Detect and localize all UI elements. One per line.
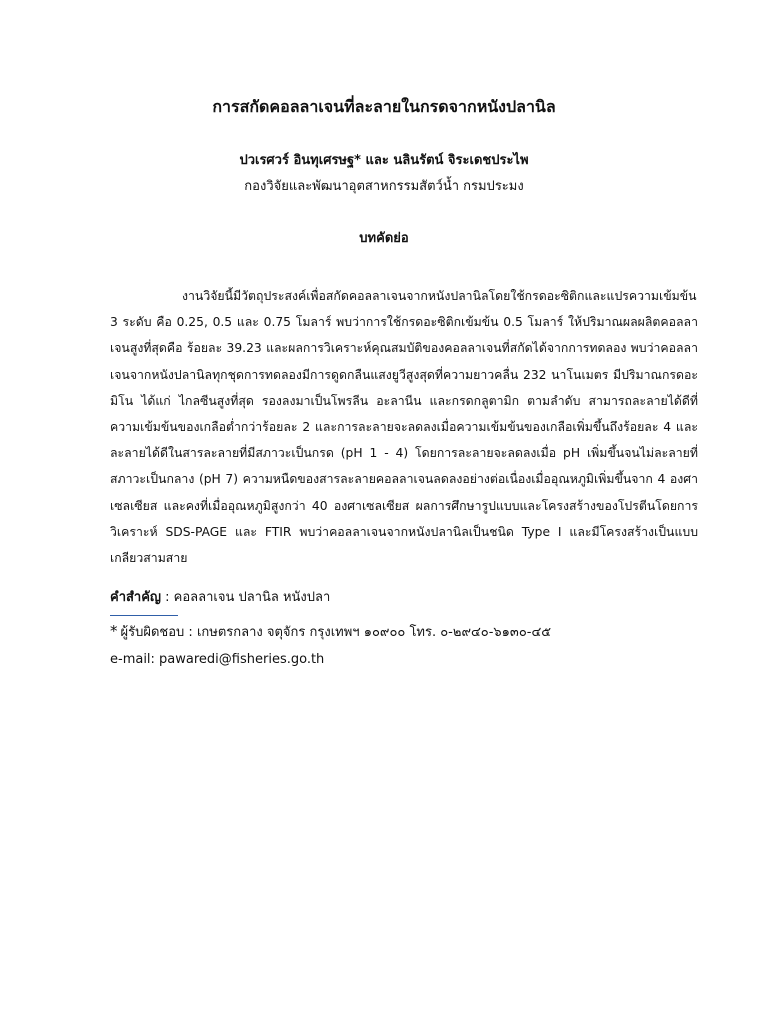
keywords-line	[110, 589, 330, 607]
abstract-heading: บทคัดย่อ	[359, 231, 409, 246]
affiliation: กองวิจัยและพัฒนาอุตสาหกรรมสัตว์น้ำ กรมประมง	[244, 179, 524, 194]
footnote-divider	[110, 615, 178, 616]
footnote-asterisk: *	[110, 622, 118, 640]
author-list: ปวเรศวร์ อินทุเศรษฐ* และ นลินรัตน์ จิระเดชประไพ	[239, 153, 529, 168]
corresponding-author-footnote	[110, 622, 551, 642]
abstract-body: งานวิจัยนี้มีวัตถุประสงค์เพื่อสกัดคอลลาเจนจากหนังปลานิลโดยใช้กรดอะซิติกและแปรความเข้มข้น 3 ระดับ คือ 0.25, 0.5 และ 0.75 โมลาร์ พบว่าการใช้กรดอะซิติกเข้มข้น 0.5 โมลาร์ ให้ปริมาณผลผลิตคอลลาเจนสูงที่สุดคือ ร้อยละ 39.23 และผลการวิเคราะห์คุณสมบัติของคอลลาเจนที่สกัดได้จากการทดลอง พบว่าคอลลาเจนจากหนังปลานิลทุกชุดการทดลองมีการดูดกลืนแสงยูวีสูงสุดที่ความยาวคลื่น 232 นาโนเมตร มีปริมาณกรดอะมิโน ได้แก่ ไกลซีนสูงที่สุด รองลงมาเป็นโพรลีน อะลานีน และกรดกลูตามิก ตามลำดับ สามารถละลายได้ดีที่ความเข้มข้นของเกลือต่ำกว่าร้อยละ 2 และการละลายจะลดลงเมื่อความเข้มข้นของเกลือเพิ่มขึ้นถึงร้อยละ 4 และละลายได้ดีในสารละลายที่มีสภาวะเป็นกรด (pH 1 - 4) โดยการละลายจะลดลงเมื่อ pH เพิ่มขึ้นจนไม่ละลายที่สภาวะเป็นกลาง (pH 7) ความหนืดของสารละลายคอลลาเจนลดลงอย่างต่อเนื่องเมื่ออุณหภูมิเพิ่มขึ้นจาก 4 องศาเซลเซียส และคงที่เมื่ออุณหภูมิสูงกว่า 40 องศาเซลเซียส ผลการศึกษารูปแบบและโครงสร้างของโปรตีนโดยการวิเคราะห์ SDS-PAGE และ FTIR พบว่าคอลลาเจนจากหนังปลานิลเป็นชนิด Type I และมีโครงสร้างเป็นแบบเกลียวสามสาย	[110, 289, 698, 566]
paper-title: การสกัดคอลลาเจนที่ละลายในกรดจากหนังปลานิล	[212, 97, 556, 116]
keywords-value: : คอลลาเจน ปลานิล หนังปลา	[161, 590, 331, 605]
keywords-label: คำสำคัญ	[110, 590, 162, 605]
contact-email[interactable]: e-mail: pawaredi@fisheries.go.th	[110, 652, 325, 667]
footnote-text: ผู้รับผิดชอบ : เกษตรกลาง จตุจักร กรุงเทพฯ ๑๐๙๐๐ โทร. ๐-๒๙๔๐-๖๑๓๐-๔๕	[120, 625, 552, 640]
